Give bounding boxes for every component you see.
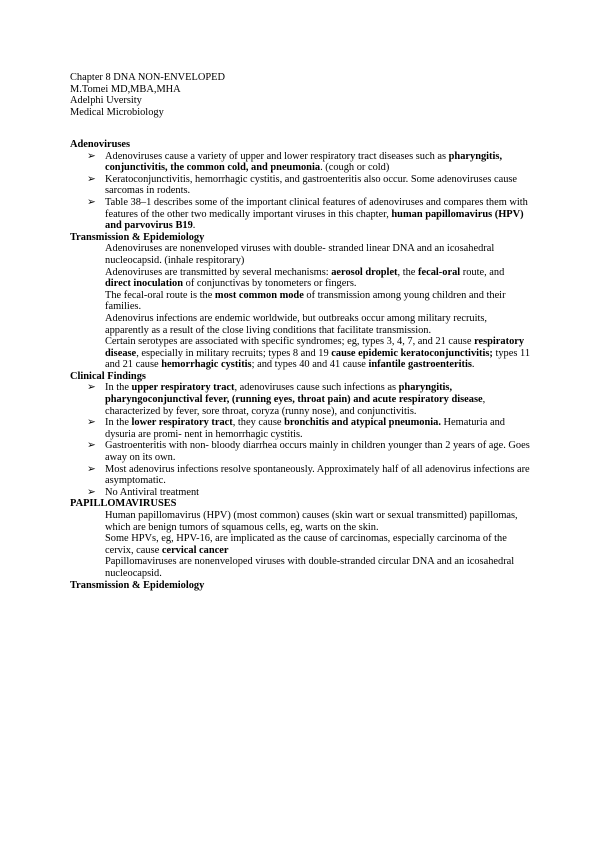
list-item: Adenoviruses are nonenveloped viruses with double- stranded linear DNA and an icosahedral nucleocapsid. (inhale respitorary) — [105, 243, 495, 266]
section-heading-transmission-2: Transmission & Epidemiology — [70, 579, 205, 591]
section-heading-papillomaviruses: PAPILLOMAVIRUSES — [70, 498, 177, 510]
document-header — [70, 72, 225, 118]
section-heading-transmission: Transmission & Epidemiology — [70, 231, 205, 243]
list-item: Papillomaviruses are nonenveloped viruses with double-stranded circular DNA and an icosahedral nucleocapsid. — [105, 556, 515, 579]
list-item: Some HPVs, eg, HPV-16, are implicated as the cause of carcinomas, especially carcinoma of the cervix, cause cervical cancer — [105, 533, 507, 556]
arrow-bullet-icon: ➢ — [87, 440, 96, 452]
university-line: Adelphi Uversity — [70, 95, 142, 107]
list-item: Adenovirus infections are endemic worldwide, but outbreaks occur among military recruits, apparently as a result of the close living conditions that facilitate transmission. — [105, 312, 488, 336]
document-body — [70, 139, 530, 591]
arrow-bullet-icon: ➢ — [87, 417, 96, 429]
list-item: ➢ Keratoconjunctivitis, hemorrhagic cystitis, and gastroenteritis also occur. Some adenoviruses cause sarcomas in rodents. — [87, 173, 518, 197]
arrow-bullet-icon: ➢ — [87, 463, 96, 475]
list-item: ➢ No Antiviral treatment — [87, 486, 200, 498]
list-item: Adenoviruses are transmitted by several mechanisms: aerosol droplet, the fecal-oral route, and direct inoculation of conjunctivas by tonometers or fingers. — [105, 266, 505, 290]
arrow-bullet-icon: ➢ — [87, 150, 96, 162]
arrow-bullet-icon: ➢ — [87, 382, 96, 394]
section-heading-clinical-findings: Clinical Findings — [70, 370, 146, 382]
arrow-bullet-icon: ➢ — [87, 196, 96, 208]
arrow-bullet-icon: ➢ — [87, 486, 96, 498]
arrow-bullet-icon: ➢ — [87, 173, 96, 185]
list-item: ➢ Gastroenteritis with non- bloody diarrhea occurs mainly in children younger than 2 years of age. Goes away on its own. — [87, 440, 530, 464]
author-line: M.Tomei MD,MBA,MHA — [70, 83, 181, 95]
list-item: The fecal-oral route is the most common mode of transmission among young children and their families. — [105, 289, 506, 313]
list-item: ➢ In the lower respiratory tract, they cause bronchitis and atypical pneumonia. Hematuria and dysuria are promi- nent in hemorrhagic cystitis. — [87, 417, 505, 440]
list-item: ➢ Most adenovirus infections resolve spontaneously. Approximately half of all adenovirus infections are asymptomatic. — [87, 463, 530, 487]
list-item: ➢ Table 38–1 describes some of the important clinical features of adenoviruses and compares them with features of the other two medically important viruses in this chapter, human papillomavirus (HPV) and parvovirus B19. — [87, 196, 528, 232]
list-item: Human papillomavirus (HPV) (most common) causes (skin wart or sexual transmitted) papillomas, which are benign tumors of squamous cells, eg, warts on the skin. — [105, 510, 518, 533]
list-item: ➢ In the upper respiratory tract, adenoviruses cause such infections as pharyngitis, pharyngoconjunctival fever, (running eyes, throat pain) and acute respiratory disease, characterized by fever, sore throat, coryza (runny nose), and conjunctivitis. — [87, 382, 486, 417]
course-line: Medical Microbiology — [70, 106, 164, 118]
section-heading-adenoviruses: Adenoviruses — [70, 139, 131, 150]
chapter-title: Chapter 8 DNA NON-ENVELOPED — [70, 72, 225, 83]
list-item: ➢ Adenoviruses cause a variety of upper and lower respiratory tract diseases such as pharyngitis, conjunctivitis, the common cold, and pneumonia. (cough or cold) — [87, 150, 503, 174]
list-item: Certain serotypes are associated with specific syndromes; eg, types 3, 4, 7, and 21 cause respiratory disease, especially in military recruits; types 8 and 19 cause epidemic keratoconjunctivitis; types 11 and 21 cause hemorrhagic cystitis; and types 40 and 41 cause infantile gastroenteritis. — [105, 336, 531, 371]
